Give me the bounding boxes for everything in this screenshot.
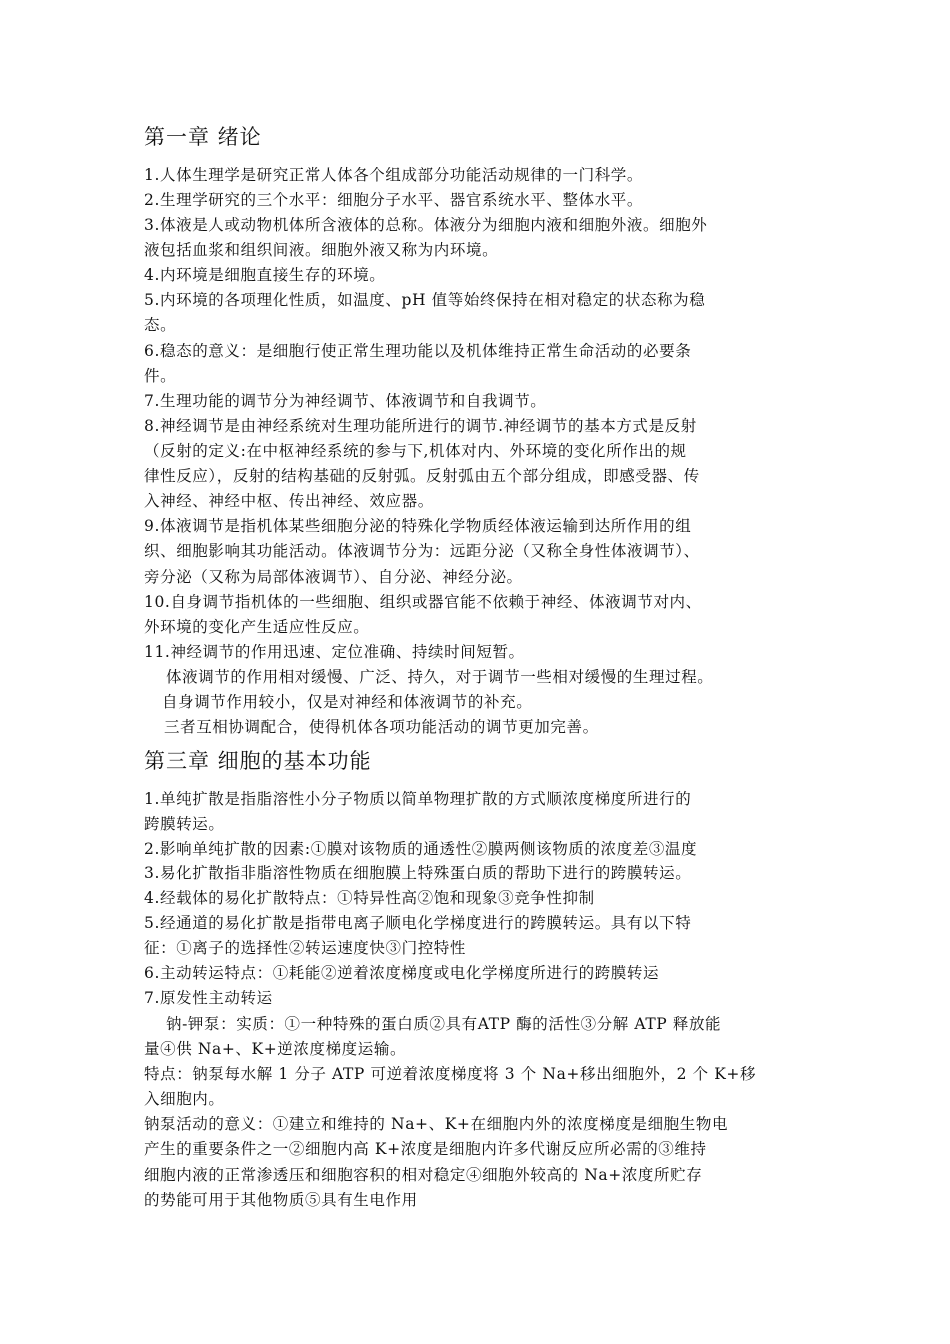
chapter-3-title: 第三章 细胞的基本功能 xyxy=(144,749,372,773)
paragraph-line: 外环境的变化产生适应性反应。 xyxy=(144,618,370,636)
paragraph-line: 2.影响单纯扩散的因素:①膜对该物质的通透性②膜两侧该物质的浓度差③温度 xyxy=(144,840,698,858)
paragraph-line: 1.单纯扩散是指脂溶性小分子物质以简单物理扩散的方式顺浓度梯度所进行的 xyxy=(144,790,692,808)
paragraph-line: 钠泵活动的意义：①建立和维持的 Na+、K+在细胞内外的浓度梯度是细胞生物电 xyxy=(144,1115,729,1133)
paragraph-line: 8.神经调节是由神经系统对生理功能所进行的调节.神经调节的基本方式是反射 xyxy=(144,417,697,435)
paragraph-line: 件。 xyxy=(144,367,177,385)
paragraph-line: 旁分泌（又称为局部体液调节）、自分泌、神经分泌。 xyxy=(144,568,523,586)
paragraph-line: 3.易化扩散指非脂溶性物质在细胞膜上特殊蛋白质的帮助下进行的跨膜转运。 xyxy=(144,864,692,882)
paragraph-line: 3.体液是人或动物机体所含液体的总称。体液分为细胞内液和细胞外液。细胞外 xyxy=(144,216,708,234)
paragraph-line: 三者互相协调配合，使得机体各项功能活动的调节更加完善。 xyxy=(164,718,599,736)
paragraph-line: 自身调节作用较小，仅是对神经和体液调节的补充。 xyxy=(162,693,533,711)
paragraph-line: 1.人体生理学是研究正常人体各个组成部分功能活动规律的一门科学。 xyxy=(144,166,643,184)
paragraph-line: 量④供 Na+、K+逆浓度梯度运输。 xyxy=(144,1040,407,1058)
paragraph-line: 特点：钠泵每水解 1 分子 ATP 可逆着浓度梯度将 3 个 Na+移出细胞外，2 个 K+移 xyxy=(144,1065,757,1083)
paragraph-line: 入细胞内。 xyxy=(144,1090,225,1108)
paragraph-line: 7.生理功能的调节分为神经调节、体液调节和自我调节。 xyxy=(144,392,547,410)
paragraph-line: 细胞内液的正常渗透压和细胞容积的相对稳定④细胞外较高的 Na+浓度所贮存 xyxy=(144,1166,703,1184)
paragraph-line: 体液调节的作用相对缓慢、广泛、持久，对于调节一些相对缓慢的生理过程。 xyxy=(166,668,714,686)
paragraph-line: 液包括血浆和组织间液。细胞外液又称为内环境。 xyxy=(144,241,499,259)
paragraph-line: 5.经通道的易化扩散是指带电离子顺电化学梯度进行的跨膜转运。具有以下特 xyxy=(144,914,692,932)
paragraph-line: 4.内环境是细胞直接生存的环境。 xyxy=(144,266,386,284)
paragraph-line: 10.自身调节指机体的一些细胞、组织或器官能不依赖于神经、体液调节对内、 xyxy=(144,593,702,611)
paragraph-line: 的势能可用于其他物质⑤具有生电作用 xyxy=(144,1191,418,1209)
paragraph-line: 11.神经调节的作用迅速、定位准确、持续时间短暂。 xyxy=(144,643,525,661)
paragraph-line: 9.体液调节是指机体某些细胞分泌的特殊化学物质经体液运输到达所作用的组 xyxy=(144,517,692,535)
paragraph-line: 跨膜转运。 xyxy=(144,815,225,833)
paragraph-line: 4.经载体的易化扩散特点：①特异性高②饱和现象③竞争性抑制 xyxy=(144,889,595,907)
paragraph-line: 入神经、神经中枢、传出神经、效应器。 xyxy=(144,492,434,510)
chapter-1-title: 第一章 绪论 xyxy=(144,125,262,149)
paragraph-line: 7.原发性主动转运 xyxy=(144,989,273,1007)
paragraph-line: 2.生理学研究的三个水平：细胞分子水平、器官系统水平、整体水平。 xyxy=(144,191,643,209)
paragraph-line: 6.稳态的意义：是细胞行使正常生理功能以及机体维持正常生命活动的必要条 xyxy=(144,342,692,360)
paragraph-line: 织、细胞影响其功能活动。体液调节分为：远距分泌（又称全身性体液调节）、 xyxy=(144,542,700,560)
paragraph-line: 态。 xyxy=(144,316,177,334)
paragraph-line: 5.内环境的各项理化性质，如温度、pH 值等始终保持在相对稳定的状态称为稳 xyxy=(144,291,706,309)
paragraph-line: 律性反应），反射的结构基础的反射弧。反射弧由五个部分组成，即感受器、传 xyxy=(144,467,700,485)
paragraph-line: 钠-钾泵：实质：①一种特殊的蛋白质②具有ATP 酶的活性③分解 ATP 释放能 xyxy=(166,1015,722,1033)
paragraph-line: 6.主动转运特点：①耗能②逆着浓度梯度或电化学梯度所进行的跨膜转运 xyxy=(144,964,660,982)
paragraph-line: 征：①离子的选择性②转运速度快③门控特性 xyxy=(144,939,467,957)
paragraph-line: （反射的定义:在中枢神经系统的参与下,机体对内、外环境的变化所作出的规 xyxy=(144,442,687,460)
paragraph-line: 产生的重要条件之一②细胞内高 K+浓度是细胞内许多代谢反应所必需的③维持 xyxy=(144,1140,707,1158)
